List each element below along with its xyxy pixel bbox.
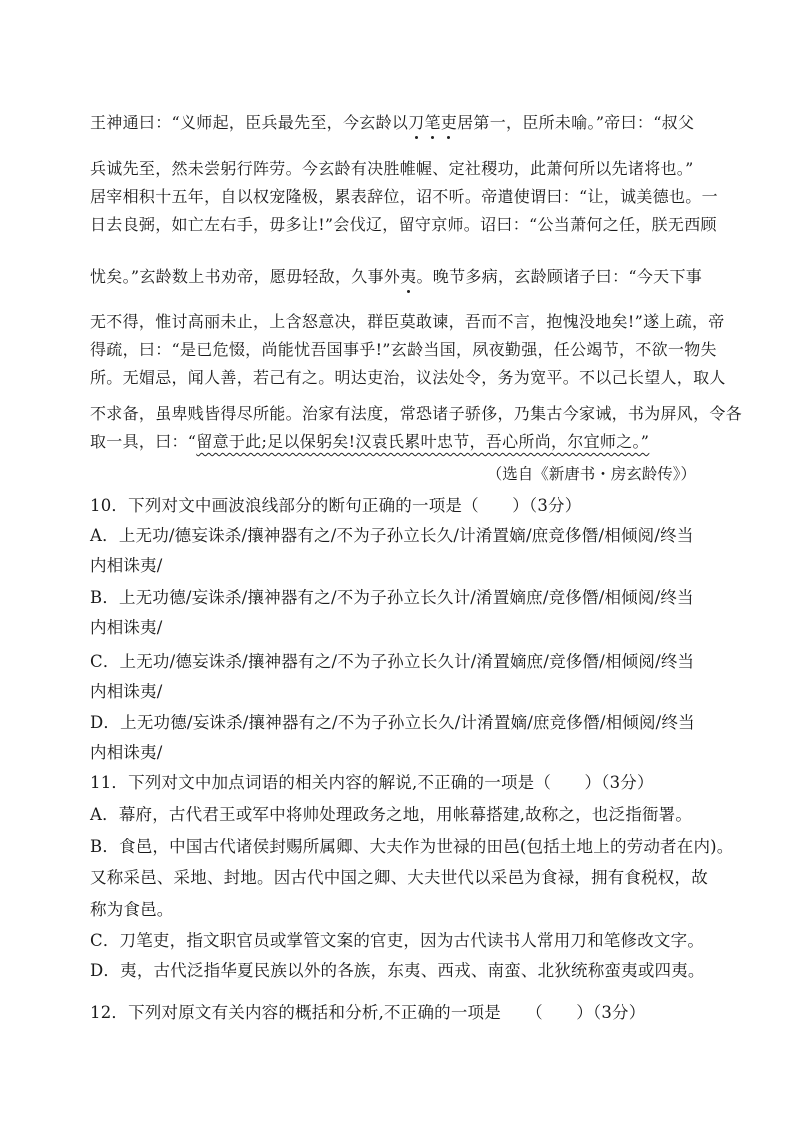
- q10-option-d-line1: D．上无功德/妄诛杀/攘神器有之/不为子孙立长久/计淆置嫡/庶竞侈僭/相倾阅/终当: [90, 713, 695, 732]
- q12-stem: 12．下列对原文有关内容的概括和分析,不正确的一项是 （ ）（3分）: [90, 1003, 646, 1022]
- dotted-word-bi: 笔: [425, 110, 441, 133]
- q10-option-d-line2: 内相诛夷/: [90, 743, 163, 762]
- q10-option-a-line2: 内相诛夷/: [90, 556, 163, 575]
- q10-option-c-line1: C．上无功/德妄诛杀/攘神器有之/不为子孙立长久计/淆置嫡庶/竞侈僭/相倾阅/终当: [90, 652, 695, 671]
- q11-option-b-line2: 又称采邑、采地、封地。因古代中国之卿、大夫世代以采邑为食禄，拥有食税权，故: [90, 868, 708, 887]
- source-citation: （选自《新唐书・房玄龄传》）: [486, 465, 696, 483]
- passage-line-5: 忧矣。”玄龄数上书劝帝，愿毋轻敌，久事外夷。晚节多病，玄龄顾诸子曰：“今天下事: [90, 264, 702, 287]
- q11-stem: 11．下列对文中加点词语的相关内容的解说,不正确的一项是（ ）（3分）: [90, 773, 654, 792]
- q10-option-c-line2: 内相诛夷/: [90, 682, 163, 701]
- q11-option-b-line1: B．食邑，中国古代诸侯封赐所属卿、大夫作为世禄的田邑(包括土地上的劳动者在内)。: [90, 837, 734, 856]
- q11-option-a: A．幕府，古代君王或军中将帅处理政务之地，用帐幕搭建,故称之，也泛指衙署。: [90, 805, 693, 824]
- q10-option-b-line2: 内相诛夷/: [90, 618, 163, 637]
- passage-line-1: 王神通曰：“义师起，臣兵最先至，今玄龄以刀笔吏居第一，臣所未喻。”帝曰：“叔父: [90, 110, 694, 133]
- dotted-word-li: 吏: [441, 110, 457, 133]
- passage-line-8: 所。无媢忌，闻人善，若己有之。明达吏治，议法处令，务为宽平。不以己长望人，取人: [90, 368, 726, 387]
- passage-line-6: 无不得，惟讨高丽未止，上含怒意决，群臣莫敢谏，吾而不言，抱愧没地矣!”遂上疏，帝: [90, 312, 725, 331]
- passage-line-2: 兵诚先至，然未尝躬行阵劳。今玄龄有决胜帷幄、定社稷功，此萧何所以先诸将也。”: [90, 159, 694, 178]
- passage-line-3: 居宰相积十五年，自以权宠隆极，累表辞位，诏不听。帝遣使谓曰：“让，诚美德也。一: [90, 187, 718, 206]
- dotted-word-yi: 夷: [400, 264, 416, 287]
- passage-line-7: 得疏，曰：“是已危惙，尚能忧吾国事乎!”玄龄当国，夙夜勤强，任公竭节，不欲一物失: [90, 340, 717, 359]
- q11-option-b-line3: 称为食邑。: [90, 900, 174, 919]
- passage-line-9: 不求备，虽卑贱皆得尽所能。治家有法度，常恐诸子骄侈，乃集古今家诫，书为屏风，令各: [90, 404, 743, 423]
- passage-line-4: 日去良弼，如亡左右手，毋多让!”会伐辽，留守京师。诏曰：“公当萧何之任，朕无西顾: [90, 215, 717, 234]
- q10-option-a-line1: A．上无功/德妄诛杀/攘神器有之/不为子孙立长久/计淆置嫡/庶竞侈僭/相倾阅/终当: [90, 526, 694, 545]
- passage-line-10: 取一具，曰：“留意于此;足以保躬矣!汉袁氏累叶忠节，吾心所尚，尔宜师之。”: [90, 432, 650, 451]
- q11-option-c: C．刀笔吏，指文职官员或掌管文案的官吏，因为古代读书人常用刀和笔修改文字。: [90, 931, 705, 950]
- q10-option-b-line1: B．上无功德/妄诛杀/攘神器有之/不为子孙立长久计/淆置嫡庶/竞侈僭/相倾阅/终当: [90, 588, 694, 607]
- q10-stem: 10．下列对文中画波浪线部分的断句正确的一项是（ ）（3分）: [90, 496, 582, 515]
- wavy-underlined-text: 留意于此;足以保躬矣!汉袁氏累叶忠节，吾心所尚，尔宜师之。”: [196, 432, 650, 451]
- q11-option-d: D．夷，古代泛指华夏民族以外的各族，东夷、西戎、南蛮、北狄统称蛮夷或四夷。: [90, 961, 705, 980]
- dotted-word-dao: 刀: [408, 110, 424, 133]
